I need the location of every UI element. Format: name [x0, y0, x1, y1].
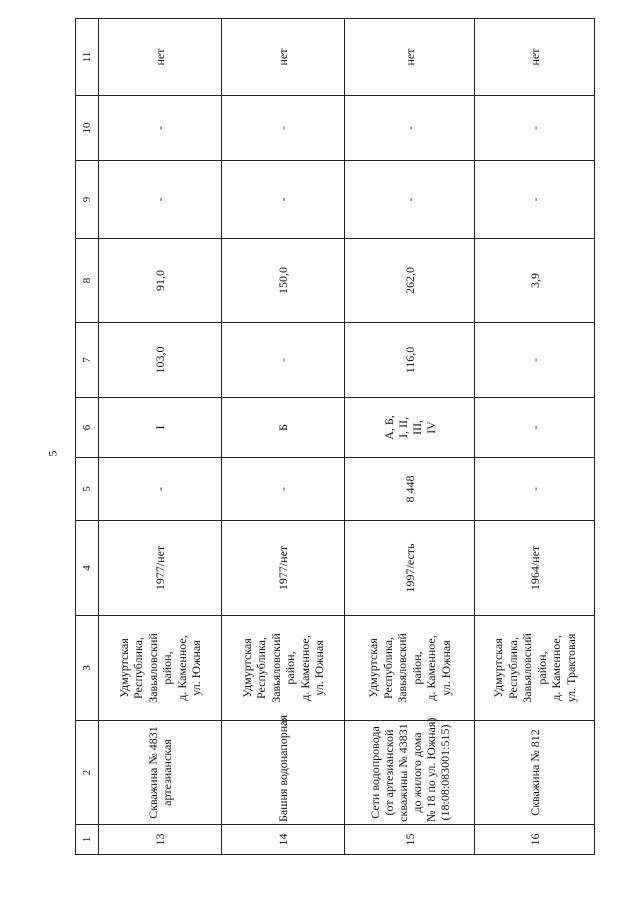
column-6-cell	[222, 398, 345, 458]
column-8-cell: 150,0	[222, 239, 345, 323]
column-9-cell: -	[99, 161, 222, 239]
column-9-cell: -	[345, 161, 475, 239]
column-header-9: 9	[76, 161, 99, 239]
column-header-1: 1	[76, 825, 99, 855]
row-number-cell: 15	[345, 825, 475, 855]
address-cell-line: ул. Южная	[189, 640, 203, 696]
column-11-cell: нет	[99, 19, 222, 96]
address-cell-line: Республика,	[380, 637, 395, 699]
year-cell: 1977/нет	[222, 521, 345, 616]
address-cell-line: Завьяловский	[520, 633, 534, 703]
table-body	[76, 19, 595, 855]
address-cell-line: Республика,	[131, 637, 145, 699]
column-6-cell	[345, 398, 475, 458]
header-row	[76, 19, 99, 855]
row-number-cell: 14	[222, 825, 345, 855]
column-5-cell: -	[222, 458, 345, 521]
page-number: 5	[45, 450, 60, 457]
address-cell-line: Завьяловский	[395, 633, 409, 703]
address-cell-line: ул. Южная	[312, 640, 326, 696]
column-11-cell: нет	[222, 19, 345, 96]
address-cell-line: район,	[534, 651, 549, 685]
column-5-cell: 8 448	[345, 458, 475, 521]
object-name-cell-line: Сети водопровода	[367, 726, 382, 819]
address-cell-line: район,	[283, 651, 297, 685]
column-6-cell-line: I, II,	[395, 417, 410, 438]
column-10-cell: -	[475, 96, 595, 161]
address-cell-line: район,	[409, 651, 424, 685]
object-name-cell-line: Скважина № 4831	[146, 726, 160, 819]
address-cell	[99, 616, 222, 721]
object-name-cell-line: (от артезианской	[381, 729, 396, 816]
year-cell: 1977/нет	[99, 521, 222, 616]
column-6-cell-line: -	[527, 425, 542, 430]
address-cell	[345, 616, 475, 721]
column-6-cell	[99, 398, 222, 458]
column-9-cell: -	[475, 161, 595, 239]
column-7-cell: -	[222, 323, 345, 398]
column-5-cell: -	[475, 458, 595, 521]
column-header-7: 7	[76, 323, 99, 398]
object-name-cell	[345, 717, 475, 825]
column-7-cell: 116,0	[345, 323, 475, 398]
column-header-10: 10	[76, 96, 99, 161]
column-7-cell: 103,0	[99, 323, 222, 398]
column-10-cell: -	[99, 96, 222, 161]
column-8-cell: 3,9	[475, 239, 595, 323]
address-cell-line: Завьяловский	[268, 633, 283, 703]
address-cell-line: ул. Южная	[438, 640, 453, 696]
object-name-cell-line: Башня водонапорная	[276, 714, 290, 822]
address-cell-line: д. Каменное,	[297, 635, 312, 701]
column-header-4: 4	[76, 521, 99, 616]
column-header-8: 8	[76, 239, 99, 323]
column-header-5: 5	[76, 458, 99, 521]
column-10-cell: -	[345, 96, 475, 161]
column-6-cell-line: I	[153, 425, 167, 430]
row-number-cell: 13	[99, 825, 222, 855]
address-cell-line: Завьяловский	[145, 633, 160, 703]
address-cell-line: Республика,	[505, 637, 520, 699]
table-row	[222, 19, 345, 855]
address-cell	[475, 616, 595, 721]
column-8-cell: 91,0	[99, 239, 222, 323]
address-cell-line: д. Каменное,	[174, 635, 189, 701]
object-name-cell-line: (18:08:083001:515)	[437, 724, 452, 821]
object-name-cell-line: артезианская	[160, 739, 174, 806]
column-11-cell: нет	[475, 19, 595, 96]
table-row	[475, 19, 595, 855]
column-5-cell: -	[99, 458, 222, 521]
table-row	[99, 19, 222, 855]
column-11-cell: нет	[345, 19, 475, 96]
column-header-2: 2	[76, 721, 99, 825]
column-6-cell-line: IV	[423, 421, 438, 434]
object-table	[75, 18, 595, 855]
year-cell: 1997/есть	[345, 521, 475, 616]
object-name-cell-line: Скважина № 812	[527, 729, 542, 816]
document-table-rotated	[75, 19, 593, 855]
table-row	[345, 19, 475, 855]
column-7-cell: -	[475, 323, 595, 398]
object-name-cell	[222, 714, 345, 825]
column-6-cell	[475, 398, 595, 458]
address-cell-line: Республика,	[254, 637, 268, 699]
year-cell: 1964/нет	[475, 521, 595, 616]
address-cell	[222, 616, 345, 721]
address-cell-line: район,	[160, 651, 174, 685]
address-cell-line: Удмуртская	[366, 638, 380, 698]
column-6-cell-line: А, Б,	[381, 415, 396, 440]
object-name-cell-line: № 18 по ул. Южная)	[423, 717, 438, 822]
object-name-cell-line: до жилого дома	[409, 732, 424, 813]
address-cell-line: Удмуртская	[116, 638, 131, 698]
column-9-cell: -	[222, 161, 345, 239]
object-name-cell	[475, 721, 595, 825]
column-header-6: 6	[76, 398, 99, 458]
object-name-cell-line: скважины № 43831	[395, 723, 410, 822]
column-8-cell: 262,0	[345, 239, 475, 323]
object-name-cell	[99, 721, 222, 825]
column-header-3: 3	[76, 616, 99, 721]
column-header-11: 11	[76, 19, 99, 96]
address-cell-line: д. Каменное,	[549, 635, 563, 701]
column-6-cell-line: Б	[276, 424, 290, 431]
row-number-cell: 16	[475, 825, 595, 855]
address-cell-line: ул. Трактовая	[563, 633, 578, 703]
column-6-cell-line: III,	[409, 420, 424, 435]
address-cell-line: Удмуртская	[491, 638, 505, 698]
address-cell-line: д. Каменное,	[424, 635, 438, 701]
address-cell-line: Удмуртская	[239, 638, 254, 698]
column-10-cell: -	[222, 96, 345, 161]
